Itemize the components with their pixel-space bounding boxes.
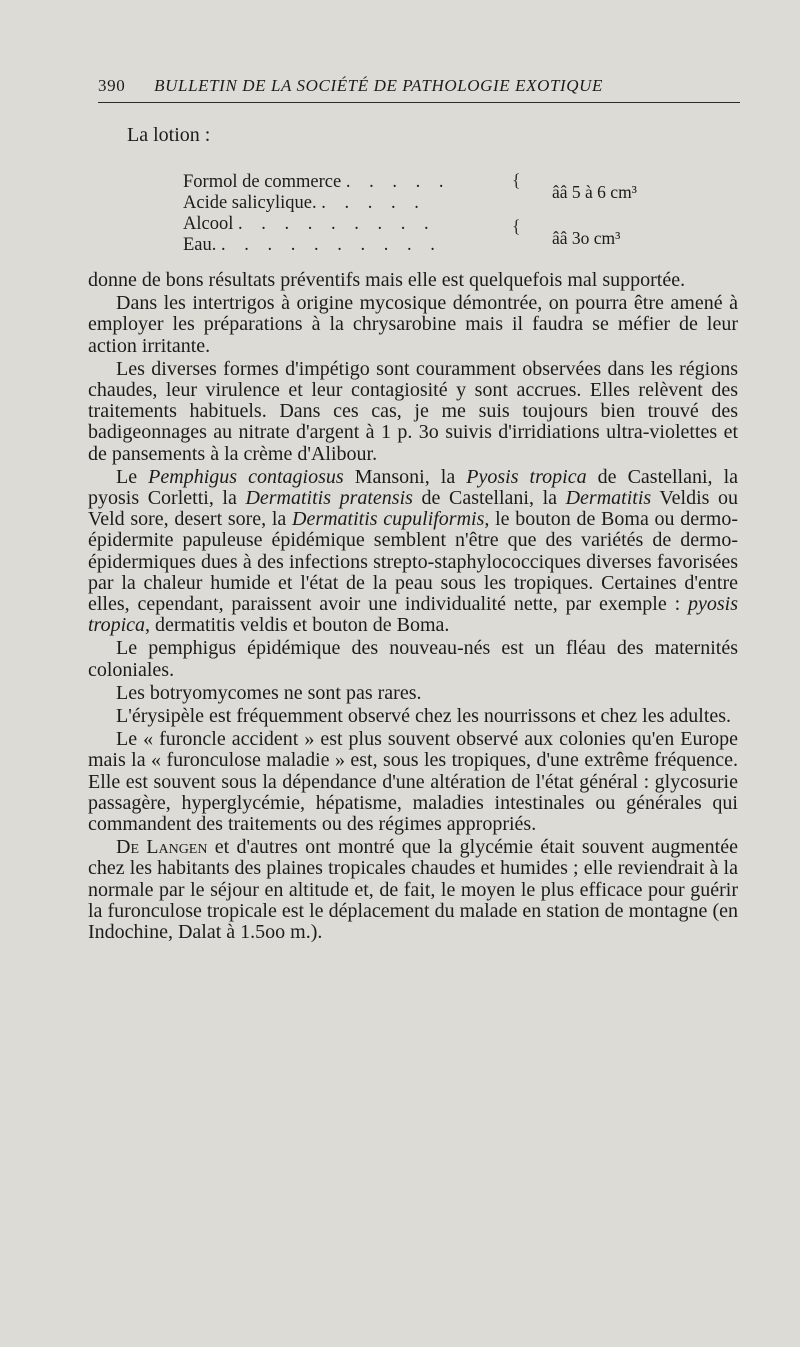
paragraph: Le Pemphigus contagiosus Mansoni, la Pyosis tropica de Castellani, la pyosis Corletti, la Dermatitis pratensis de Castellani, la Dermatitis Veldis ou Veld sore, desert sore, la Dermatitis cupuliformis, le bouton de Boma ou dermo-épidermite papuleuse épidémique semblent n'être que des variétés de dermo-épidermiques dues à des infections strepto-staphylococciques diverses favorisées par la chaleur humide et l'état de la peau sous les tropiques. Certaines d'entre elles, cependant, paraissent avoir une individualité nette, par exemple : pyosis tropica, dermatitis veldis et bouton de Boma. [88, 465, 739, 637]
brace-2: { [512, 216, 521, 236]
dose-2: ââ 3o cm³ [552, 228, 621, 248]
paragraph: Le pemphigus épidémique des nouveau-nés est un fléau des maternités coloniales. [88, 637, 738, 681]
paragraph: De Langen et d'autres ont montré que la glycémie était souvent augmentée chez les habitants des plaines tropicales chaudes et humides ; elle reviendrait à la normale par le séjour en altitude et, de fait, le moyen le plus efficace pour guérir la furonculose tropicale est le déplacement du malade en station de montagne (en Indochine, Dalat à 1.5oo m.). [88, 836, 738, 944]
paragraph: Les diverses formes d'impétigo sont couramment observées dans les régions chaudes, leur virulence et leur contagiosité y sont accrues. Elles relèvent des traitements habituels. Dans ces cas, je me suis toujours bien trouvé des badigeonnages au nitrate d'argent à 1 p. 3o suivis d'irridiations ultra-violettes et de pansements à la crème d'Alibour. [88, 357, 738, 465]
paragraph: L'érysipèle est fréquemment observé chez les nourrissons et chez les adultes. [116, 705, 732, 728]
paragraph: Dans les intertrigos à origine mycosique démontrée, on pourra être amené à employer les préparations à la chrysarobine mais il faudra se méfier de leur action irritante. [88, 292, 738, 357]
recipe-item: Eau. . . . . . . . . . . [183, 235, 442, 255]
running-header [98, 76, 740, 103]
page-number: 390 [98, 76, 126, 95]
recipe-item: Acide salicylique. . . . . . [183, 193, 426, 213]
body-text [88, 270, 738, 945]
brace-1: { [512, 170, 521, 190]
recipe-item: Alcool . . . . . . . . . [183, 214, 436, 234]
paragraph: donne de bons résultats préventifs mais elle est quelquefois mal supportée. [88, 269, 686, 291]
author-name: De Langen [116, 836, 208, 859]
paragraph: Le « furoncle accident » est plus souvent observé aux colonies qu'en Europe mais la « furonculose maladie » est, sous les tropiques, d'une extrême fréquence. Elle est souvent sous la dépendance d'une altération de l'état général : glycosurie passagère, hyperglycémie, hépatisme, maladies intestinales ou générales qui commandent des traitements ou des régimes appropriés. [88, 728, 738, 836]
recipe-item: Formol de commerce . . . . . [183, 172, 451, 192]
paragraph: Les botryomycomes ne sont pas rares. [116, 681, 422, 704]
lotion-label: La lotion : [127, 124, 211, 146]
recipe-list [183, 172, 450, 256]
dose-1: ââ 5 à 6 cm³ [552, 182, 637, 202]
journal-title: BULLETIN DE LA SOCIÉTÉ DE PATHOLOGIE EXOTIQUE [154, 76, 604, 95]
